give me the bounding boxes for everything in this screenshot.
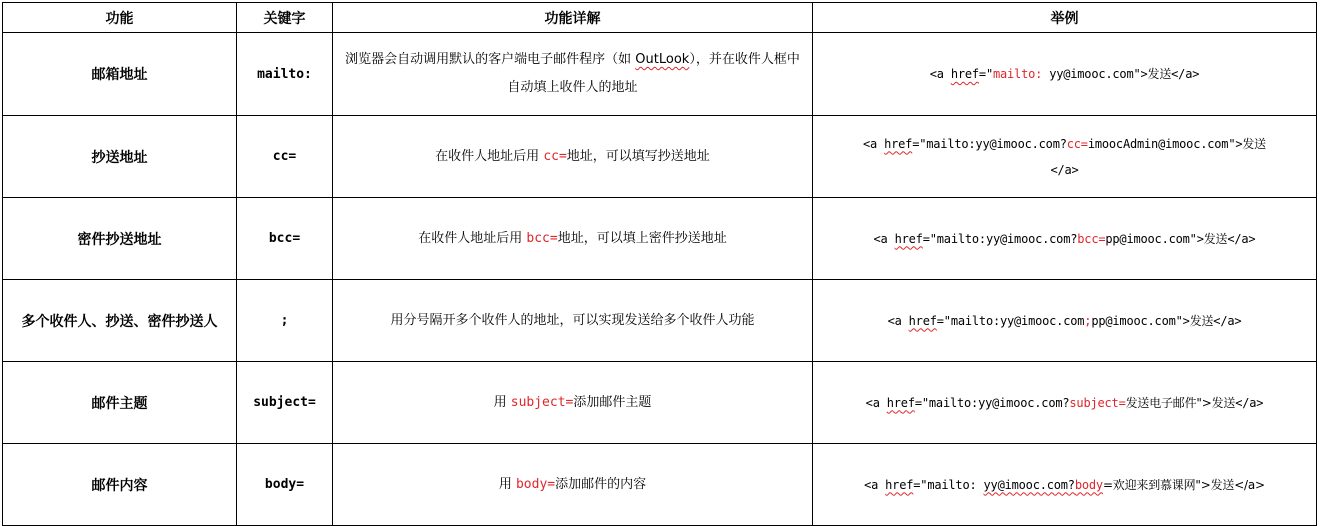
detail-cell [333, 280, 813, 362]
detail-outlook-text: OutLook [635, 52, 690, 67]
detail-text: 浏览器会自动调用默认的客户端电子邮件程序（如 [345, 52, 636, 67]
example-address-text: yy@imooc.com? [983, 477, 1075, 492]
example-text: ="mailto:yy@imooc.com? [912, 136, 1067, 151]
table-row [3, 198, 1317, 280]
example-cell [813, 198, 1317, 280]
example-text: imoocAdmin@imooc.com"> [1087, 136, 1243, 151]
table-row [3, 280, 1317, 362]
detail-text: 添加邮件主题 [573, 394, 652, 410]
mailto-reference-table [2, 2, 1317, 526]
example-text: 发送电子邮件"> [1125, 395, 1212, 410]
example-text: <a [864, 477, 886, 492]
example-text: =" [978, 67, 993, 81]
example-text: 发送 [1203, 231, 1228, 246]
example-text: </a> [1171, 67, 1200, 81]
detail-highlight-text: cc= [543, 148, 567, 164]
detail-text: ），并在收件人框中自动填上收件人的地址 [507, 52, 800, 95]
example-highlight-text: bcc= [1077, 231, 1106, 246]
detail-text: 地址，可以填上密件抄送地址 [557, 230, 727, 246]
keyword-cell: mailto: [237, 33, 333, 116]
example-href-text: href [884, 136, 913, 151]
header-detail: 功能详解 [333, 3, 813, 33]
detail-cell [333, 33, 813, 116]
example-href-text: href [885, 477, 914, 492]
detail-text: 用分号隔开多个收件人的地址，可以实现发送给多个收件人功能 [390, 312, 755, 328]
detail-cell [333, 116, 813, 198]
example-href-text: href [908, 313, 937, 328]
detail-cell [333, 198, 813, 280]
example-text: ="mailto:yy@imooc.com [936, 313, 1085, 328]
function-cell: 密件抄送地址 [3, 198, 237, 280]
detail-text: 用 [493, 394, 511, 410]
detail-text: 地址，可以填写抄送地址 [566, 148, 710, 164]
table-row [3, 33, 1317, 116]
example-text: yy@imooc.com"> [1049, 67, 1148, 81]
function-cell: 邮箱地址 [3, 33, 237, 116]
example-text: 发送 [1189, 313, 1214, 328]
header-function: 功能 [3, 3, 237, 33]
function-cell: 多个收件人、抄送、密件抄送人 [3, 280, 237, 362]
detail-text: 添加邮件的内容 [555, 476, 647, 492]
detail-highlight-text: bcc= [526, 230, 558, 246]
example-cell [813, 33, 1317, 116]
example-text: <a [863, 136, 885, 151]
example-highlight-text: mailto: [992, 67, 1050, 81]
keyword-cell: bcc= [237, 198, 333, 280]
example-text: =欢迎来到慕课网"> [1102, 477, 1211, 492]
function-cell: 邮件主题 [3, 362, 237, 444]
detail-cell [333, 444, 813, 526]
detail-highlight-text: subject= [510, 394, 574, 410]
example-highlight-text: subject= [1069, 395, 1126, 410]
example-highlight-text: ; [1084, 313, 1092, 328]
example-text: <a [873, 231, 895, 246]
example-cell [813, 280, 1317, 362]
keyword-cell: cc= [237, 116, 333, 198]
detail-highlight-text: body= [515, 476, 556, 492]
header-example: 举例 [813, 3, 1317, 33]
table-row [3, 116, 1317, 198]
example-text: ="mailto:yy@imooc.com? [914, 395, 1070, 410]
keyword-cell: body= [237, 444, 333, 526]
example-text: 发送 [1147, 67, 1172, 81]
detail-text: 在收件人地址后用 [418, 230, 527, 246]
example-href-text: href [894, 231, 923, 246]
example-text: <a [887, 313, 909, 328]
example-text: pp@imooc.com"> [1091, 313, 1190, 328]
example-text: </a> [1227, 231, 1256, 246]
function-cell: 抄送地址 [3, 116, 237, 198]
keyword-cell: subject= [237, 362, 333, 444]
example-href-text: href [886, 395, 915, 410]
table-row [3, 444, 1317, 526]
example-text: 发送 [1211, 395, 1236, 410]
example-highlight-text: body [1074, 477, 1103, 492]
example-text: </a> [1050, 162, 1079, 177]
detail-cell [333, 362, 813, 444]
example-text: </a> [1213, 313, 1242, 328]
table-row [3, 362, 1317, 444]
example-cell [813, 362, 1317, 444]
example-text: 发送 [1242, 136, 1266, 151]
table-header-row [3, 3, 1317, 33]
example-text: ="mailto: [913, 477, 984, 492]
example-cell [813, 444, 1317, 526]
example-cell [813, 116, 1317, 198]
detail-text: 用 [498, 476, 516, 492]
keyword-cell: ; [237, 280, 333, 362]
header-keyword: 关键字 [237, 3, 333, 33]
example-highlight-text: cc= [1066, 136, 1088, 151]
example-text: 发送</a> [1210, 477, 1265, 492]
example-text: pp@imooc.com"> [1105, 231, 1204, 246]
example-text: </a> [1235, 395, 1264, 410]
example-text: <a [929, 67, 951, 81]
function-cell: 邮件内容 [3, 444, 237, 526]
example-href-text: href [950, 67, 979, 81]
example-text: <a [865, 395, 887, 410]
detail-text: 在收件人地址后用 [435, 148, 544, 164]
example-text: ="mailto:yy@imooc.com? [922, 231, 1078, 246]
